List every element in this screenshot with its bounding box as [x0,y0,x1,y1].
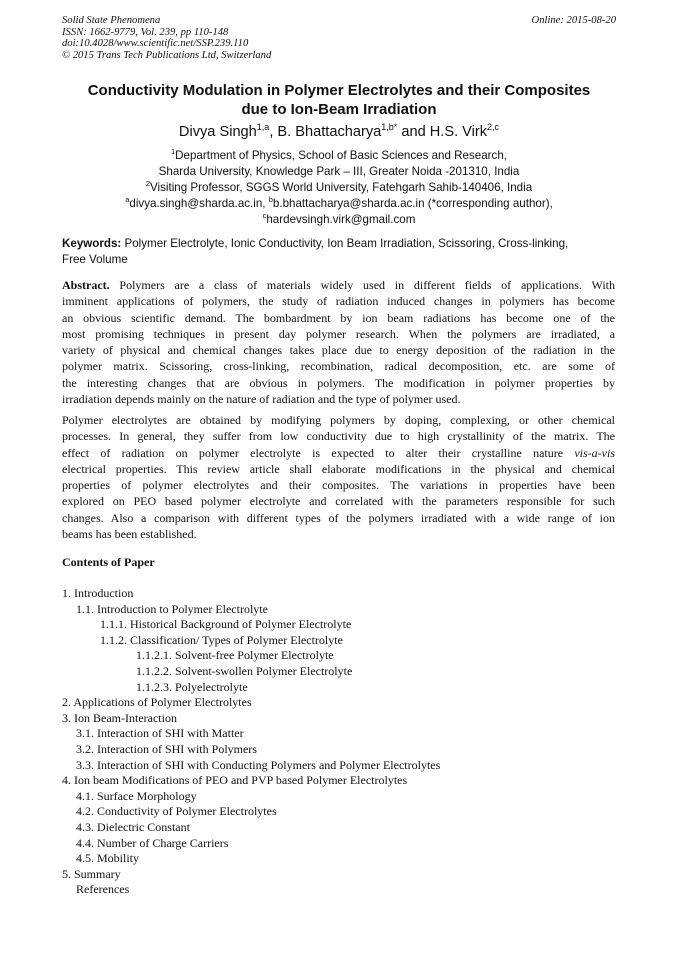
author-1: Divya Singh [178,124,257,140]
abstract-line: the interesting changes that are obvious in polymers. The modification in polymer properties by [62,375,615,390]
contents-heading: Contents of Paper [62,555,155,569]
italic-term: vis-a-vis [574,445,615,460]
affiliation-line-1 [40,148,638,164]
keywords [62,236,622,267]
author-2: , B. Bhattacharya [269,124,382,140]
abstract-line: variety of physical and chemical changes takes place due to energy deposition of the radiation in the [62,343,615,358]
journal-issn: ISSN: 1662-9779, Vol. 239, pp 110-148 [62,26,229,38]
affiliation-2-text: Visiting Professor, SGGS World University, Fatehgarh Sahib-140406, India [150,180,533,194]
title-line-2: due to Ion-Beam Irradiation [241,101,437,118]
body-paragraph [62,412,615,542]
abstract-line: irradiation depends mainly on the nature of radiation and the type of polymer used. [62,392,461,407]
email-line-1 [40,196,638,212]
toc-item[interactable]: 2. Applications of Polymer Electrolytes [62,695,252,710]
email-b[interactable]: b.bhattacharya@sharda.ac.in (*corresponding author), [272,196,553,210]
copyright-line: © 2015 Trans Tech Publications Ltd, Switzerland [62,49,272,61]
abstract [62,277,615,407]
affiliations [40,148,638,228]
author-2-sup: 1,b* [381,122,398,132]
author-list [40,123,638,141]
toc-item[interactable]: 4. Ion beam Modifications of PEO and PVP based Polymer Electrolytes [62,773,408,788]
toc-item[interactable]: 3. Ion Beam-Interaction [62,710,177,725]
paragraph-line [62,445,615,461]
paper-title [40,81,638,119]
toc-item[interactable]: 1.1.2.1. Solvent-free Polymer Electrolyte [136,648,334,663]
affiliation-line-3 [40,180,638,196]
email-b-sup: b [268,194,273,204]
toc-item[interactable]: 4.5. Mobility [76,851,140,866]
toc-item[interactable]: 1.1. Introduction to Polymer Electrolyte [76,601,268,616]
author-1-sup: 1,a [256,122,270,132]
author-3-sup: 2,c [487,122,500,132]
toc-item[interactable]: 1.1.1. Historical Background of Polymer Electrolyte [100,617,352,632]
abstract-line: most promising techniques in present day polymer research. When the polymers are irradiated, a [62,326,615,341]
affiliation-2-sup: 2 [145,178,151,188]
paragraph-line: properties of polymer electrolytes and their composites. The variations in properties have been [62,478,615,493]
abstract-line: polymer matrix. Scissoring, cross-linking, recombination, radical decomposition, etc. are some of [62,359,615,374]
abstract-label: Abstract. [62,278,110,292]
table-of-contents [62,586,622,898]
email-a[interactable]: divya.singh@sharda.ac.in, [129,196,269,210]
toc-item[interactable]: 3.2. Interaction of SHI with Polymers [76,741,257,756]
toc-item[interactable]: 3.3. Interaction of SHI with Conducting Polymers and Polymer Electrolytes [76,757,441,772]
affiliation-1-sup: 1 [170,147,176,156]
paragraph-line: beams has been established. [62,527,197,542]
affiliation-line-2: Sharda University, Knowledge Park – III, Greater Noida -201310, India [158,164,520,178]
keywords-line-2: Free Volume [62,252,128,266]
toc-item[interactable]: 1.1.2. Classification/ Types of Polymer Electrolyte [100,632,343,647]
toc-item[interactable]: 4.3. Dielectric Constant [76,819,190,834]
journal-name: Solid State Phenomena [62,15,161,26]
keywords-list-1: Polymer Electrolyte, Ionic Conductivity, Ion Beam Irradiation, Scissoring, Cross-linking, [121,237,569,250]
toc-item[interactable]: 1. Introduction [62,586,134,600]
paragraph-text: effect of radiation on polymer electrolyte is expected to alter their crystalline nature [62,445,575,460]
toc-item[interactable]: 5. Summary [62,866,121,881]
paragraph-line: Polymer electrolytes are obtained by modifying polymers by doping, complexing, or other chemical [62,413,615,427]
toc-item[interactable]: 1.1.2.2. Solvent-swollen Polymer Electrolyte [136,663,353,678]
author-3: and H.S. Virk [397,124,488,140]
affiliation-1-text: Department of Physics, School of Basic Sciences and Research, [175,149,508,162]
email-c-sup: c [262,210,267,220]
abstract-text: Polymers are a class of materials widely used in different fields of applications. With [109,278,615,292]
online-date: Online: 2015-08-20 [531,15,616,26]
toc-item[interactable]: 3.1. Interaction of SHI with Matter [76,726,244,741]
abstract-line [62,277,615,293]
email-c[interactable]: hardevsingh.virk@gmail.com [266,212,416,226]
toc-item[interactable]: 4.1. Surface Morphology [76,788,197,803]
abstract-line: imminent applications of polymers, the study of radiation induced changes in polymers has become [62,294,615,309]
paragraph-line: processes. In general, they suffer from low conductivity due to high crystallinity of the matrix. The [62,429,615,444]
toc-item[interactable]: 4.4. Number of Charge Carriers [76,835,229,850]
paragraph-line: electrical properties. This review article shall elaborate modifications in the physical and chemical [62,461,615,476]
abstract-line: an obvious scientific demand. The bombardment by ion beam radiations has become one of the [62,310,615,325]
keywords-label: Keywords: [62,237,122,250]
email-line-2 [40,212,638,228]
title-line-1: Conductivity Modulation in Polymer Electrolytes and their Composites [87,82,591,99]
paragraph-line: changes. Also a comparison with different types of the polymers irradiated with a wide range of ion [62,510,615,525]
email-a-sup: a [125,194,130,204]
paragraph-line: explored on PEO based polymer electrolyte and correlated with the parameters responsible for such [62,494,615,509]
keywords-line-1 [62,236,622,252]
journal-doi[interactable]: doi:10.4028/www.scientific.net/SSP.239.110 [62,38,249,50]
journal-header [62,15,271,61]
toc-item[interactable]: References [76,882,130,897]
toc-item[interactable]: 1.1.2.3. Polyelectrolyte [136,679,248,694]
toc-item[interactable]: 4.2. Conductivity of Polymer Electrolytes [76,804,277,819]
